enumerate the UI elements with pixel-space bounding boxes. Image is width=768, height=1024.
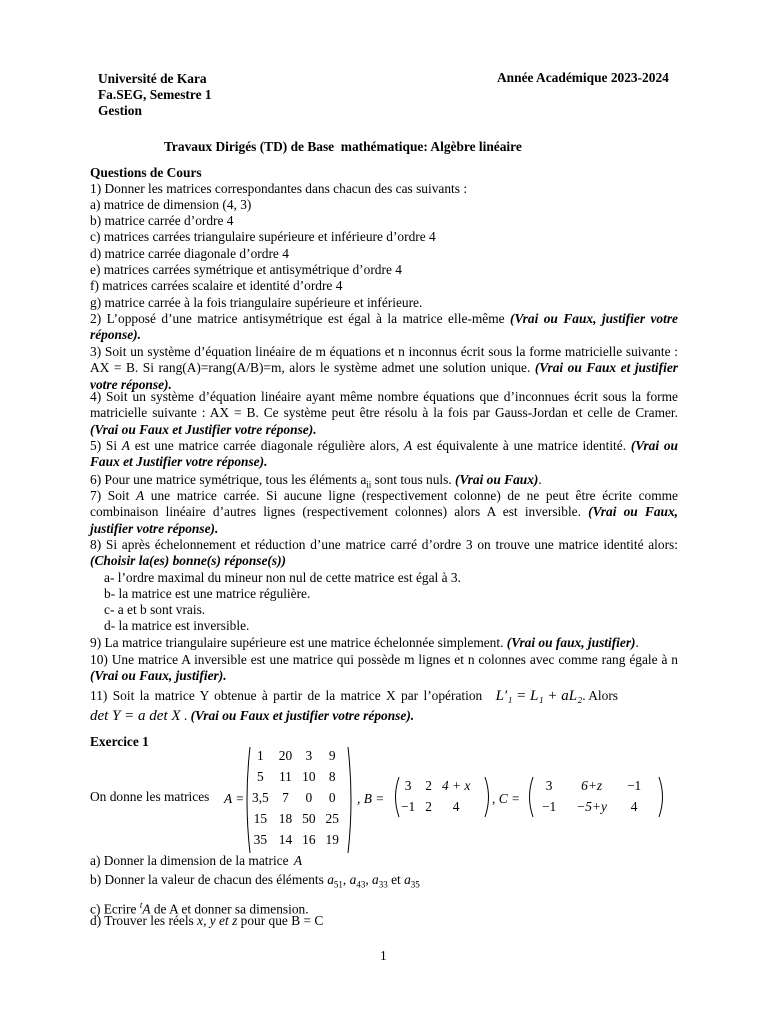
matrix-b-label: , B = — [357, 791, 385, 806]
right-bracket-icon — [658, 776, 666, 818]
question-1-item-b: b) matrice carrée d’ordre 4 — [90, 213, 234, 228]
matrix-row: 1 20 3 9 — [257, 748, 336, 764]
exercise-1-title: Exercice 1 — [90, 734, 149, 749]
question-11-formula: L′₁ = L₁ + aL₂ — [495, 688, 583, 704]
question-4: 4) Soit un système d’équation linéaire ayant même nombre équations que d’inconnues écrit sous la forme matricielle suivante : AX = B. Ce système peut être résolu à la fois par Gauss-Jordan et celle de Cramer. (Vrai ou Faux et Justifier votre réponse). — [90, 389, 678, 437]
matrix-row: −1 2 4 — [401, 799, 460, 815]
matrix-row: 3,5 7 0 0 — [252, 790, 336, 806]
question-10: 10) Une matrice A inversible est une matrice qui possède m lignes et n colonnes avec comme rang égale à n (Vrai ou Faux, justifier). — [90, 652, 678, 684]
question-1-item-d: d) matrice carrée diagonale d’ordre 4 — [90, 246, 289, 261]
matrix-row: 3 6+z −1 — [545, 778, 642, 794]
question-6: 6) Pour une matrice symétrique, tous les éléments $a_{ii}$ sont tous nuls. (Vrai ou Faux). — [90, 472, 542, 490]
question-1-item-c: c) matrices carrées triangulaire supérieure et inférieure d’ordre 4 — [90, 229, 436, 244]
question-10-note: (Vrai ou Faux, justifier). — [90, 668, 227, 684]
question-11-line1: 11) Soit la matrice Y obtenue à partir de la matrice X par l’opération L′₁ = L₁ + aL₂. Alors — [90, 688, 619, 704]
exercise-1-question-b: b) Donner la valeur de chacun des éléments $a_{51}$, $a_{43}$, $a_{33}$ et $a_{35}$ — [90, 872, 420, 890]
question-11-line2: det Y = a det X . (Vrai ou Faux et justifier votre réponse). — [90, 708, 415, 724]
matrix-row: −1 −5+y 4 — [542, 799, 638, 815]
question-4-note: (Vrai ou Faux et Justifier votre réponse). — [90, 421, 317, 437]
exercise-1-question-c: c) Ecrire $^t$A de A et donner sa dimension. — [90, 900, 309, 917]
right-bracket-icon — [347, 745, 355, 855]
question-9-note: (Vrai ou faux, justifier) — [506, 635, 636, 650]
matrix-a-table — [247, 746, 344, 851]
question-8: 8) Si après échelonnement et réduction d’une matrice carré d’ordre 3 on trouve une matrice identité alors: (Choisir la(es) bonne(s) réponse(s)) — [90, 537, 678, 569]
matrix-row: 3 2 4 + x — [404, 778, 471, 794]
matrix-b-table — [396, 776, 475, 818]
department: Gestion — [98, 103, 142, 118]
matrix-row: 5 11 10 8 — [257, 769, 336, 785]
exercise-1-question-a: a) Donner la dimension de la matrice A — [90, 853, 303, 868]
question-2: 2) L’opposé d’une matrice antisymétrique est égal à la matrice elle-même (Vrai ou Faux, justifier votre réponse). — [90, 311, 678, 343]
matrix-row: 15 18 50 25 — [253, 811, 339, 827]
question-11-note: (Vrai ou Faux et justifier votre réponse). — [190, 708, 415, 723]
question-5-note: (Vrai ou Faux et Justifier votre réponse). — [90, 438, 678, 470]
question-11-formula-det: det Y = a det X — [90, 708, 181, 724]
question-1-item-e: e) matrices carrées symétrique et antisymétrique d’ordre 4 — [90, 262, 402, 277]
question-1-item-g: g) matrice carrée à la fois triangulaire supérieure et inférieure. — [90, 295, 423, 310]
matrix-b — [392, 776, 492, 818]
question-9: 9) La matrice triangulaire supérieure est une matrice échelonnée simplement. (Vrai ou faux, justifier). — [90, 635, 639, 650]
question-8-note: (Choisir la(es) bonne(s) réponse(s)) — [90, 553, 287, 569]
question-5: 5) Si A est une matrice carrée diagonale régulière alors, A est équivalente à une matrice identité. (Vrai ou Faux et Justifier votre réponse). — [90, 438, 678, 470]
question-8-option-a: a- l’ordre maximal du mineur non nul de cette matrice est égal à 3. — [104, 570, 461, 585]
document-title: Travaux Dirigés (TD) de Base mathématique: Algèbre linéaire — [164, 139, 522, 154]
question-3: 3) Soit un système d’équation linéaire de m équations et n inconnus écrit sous la forme matricielle suivante : AX = B. Si rang(A)=rang(A/B)=m, alors le système admet une solution unique. (Vrai ou Faux et justifier votre réponse). — [90, 344, 678, 392]
question-7-note: (Vrai ou Faux, justifier votre réponse). — [90, 504, 679, 536]
university-name: Université de Kara — [98, 71, 207, 86]
right-bracket-icon — [484, 776, 492, 818]
question-1-intro: 1) Donner les matrices correspondantes dans chacun des cas suivants : — [90, 181, 468, 196]
academic-year: Année Académique 2023-2024 — [497, 70, 669, 85]
question-6-note: (Vrai ou Faux) — [455, 472, 539, 487]
question-3-note: (Vrai ou Faux et justifier votre réponse). — [90, 360, 678, 392]
exercise-1-intro: On donne les matrices — [90, 789, 210, 804]
matrix-a — [243, 745, 355, 855]
matrix-row: 35 14 16 19 — [253, 832, 339, 848]
faculty-semester: Fa.SEG, Semestre 1 — [98, 87, 212, 102]
matrix-c-label: , C = — [492, 791, 521, 806]
matrix-a-label: A = — [224, 791, 245, 806]
question-8-option-d: d- la matrice est inversible. — [104, 618, 250, 633]
page-number: 1 — [380, 948, 387, 963]
section-heading-course: Questions de Cours — [90, 165, 202, 180]
question-1-item-a: a) matrice de dimension (4, 3) — [90, 197, 252, 212]
exercise-1-question-d: d) Trouver les réels x, y et z pour que B = C — [90, 913, 324, 928]
matrix-c-table — [532, 776, 651, 818]
question-8-option-b: b- la matrice est une matrice régulière. — [104, 586, 311, 601]
question-1-item-f: f) matrices carrées scalaire et identité d’ordre 4 — [90, 278, 343, 293]
question-7: 7) Soit A une matrice carrée. Si aucune ligne (respectivement colonne) de ne peut être écrite comme combinaison linéaire d’autres lignes (respectivement colonnes) alors A est inversible. (Vrai ou Faux, justifier votre réponse). — [90, 488, 679, 536]
question-2-note: (Vrai ou Faux, justifier votre réponse). — [90, 311, 678, 343]
matrix-c — [526, 776, 666, 818]
question-8-option-c: c- a et b sont vrais. — [104, 602, 206, 617]
